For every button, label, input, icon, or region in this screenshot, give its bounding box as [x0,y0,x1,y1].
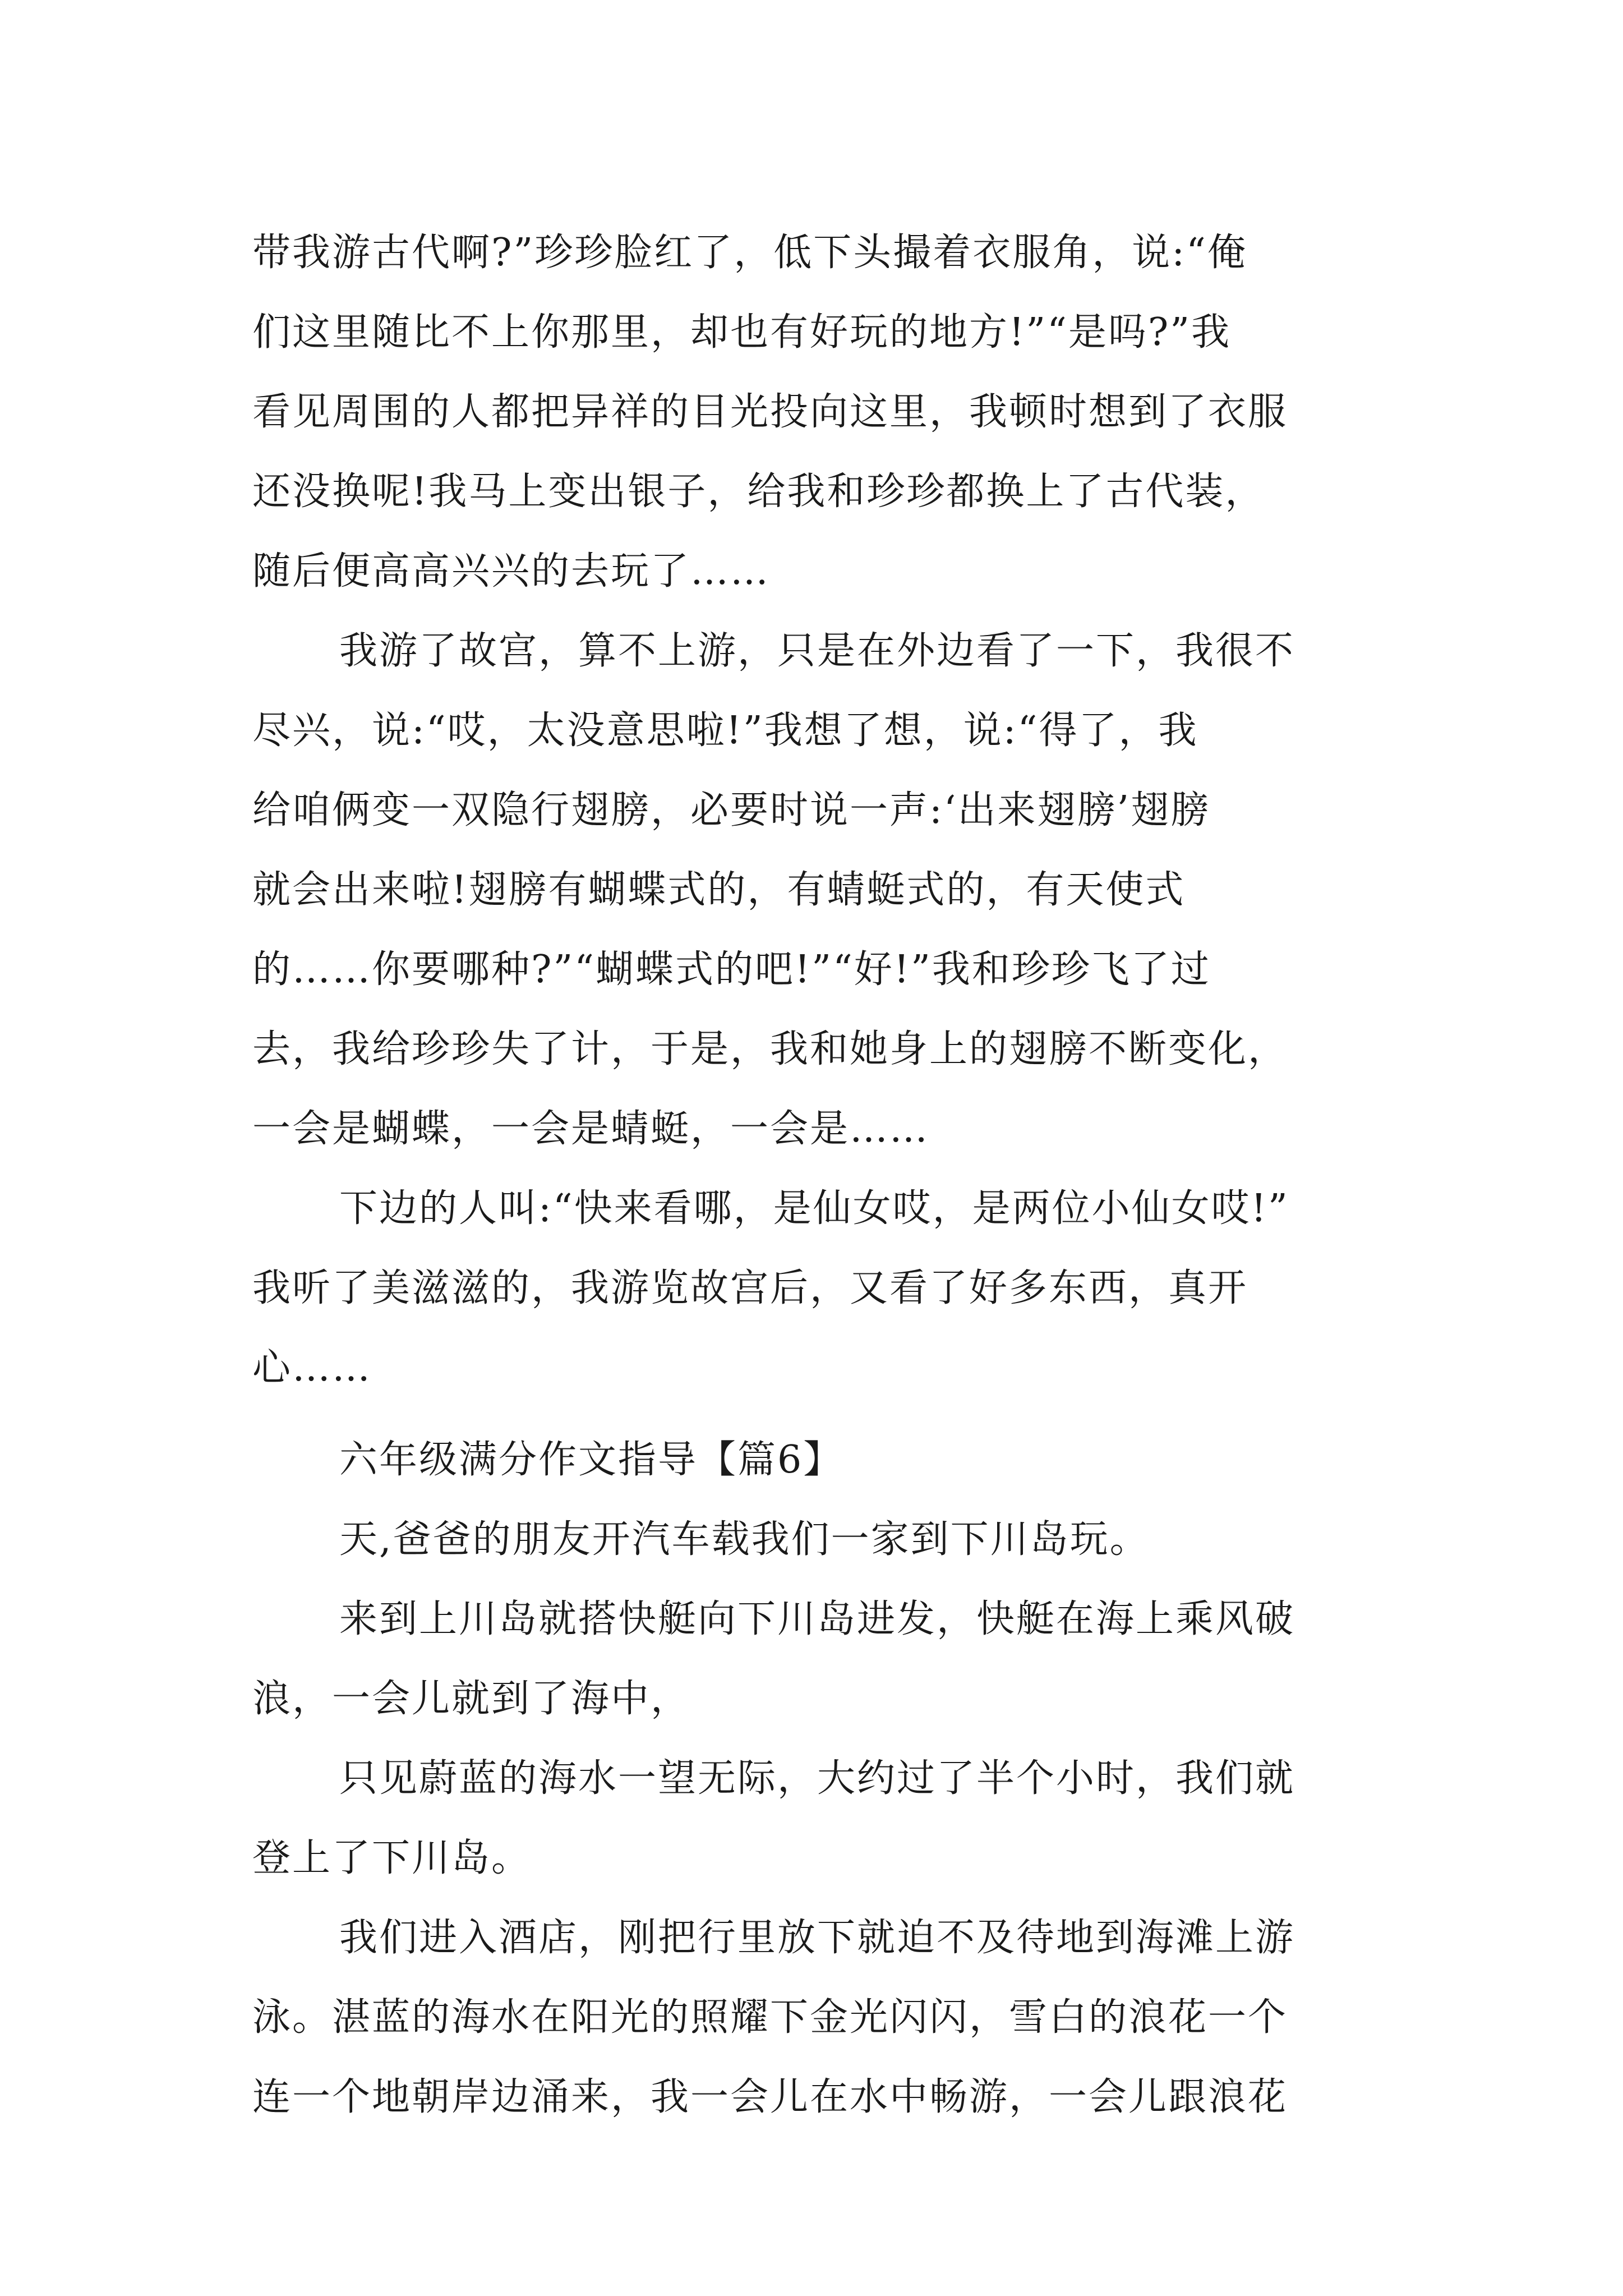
text-line: 的……你要哪种?”“蝴蝶式的吧!”“好!”我和珍珍飞了过 [252,947,1211,992]
paragraph-start-line: 天,爸爸的朋友开汽车载我们一家到下川岛玩。 [339,1517,1150,1562]
document-body [252,213,1388,2137]
section-heading: 六年级满分作文指导【篇6】 [339,1438,843,1482]
paragraph-start-line: 来到上川岛就搭快艇向下川岛进发，快艇在海上乘风破 [339,1597,1295,1641]
text-line: 连一个地朝岸边涌来，我一会儿在水中畅游，一会儿跟浪花 [252,2075,1288,2119]
text-line: 看见周围的人都把异祥的目光投向这里，我顿时想到了衣服 [252,390,1288,434]
text-line: 心…… [252,1346,372,1390]
paragraph-start-line: 我们进入酒店，刚把行里放下就迫不及待地到海滩上游 [339,1916,1295,1960]
text-line: 给咱俩变一双隐行翅膀，必要时说一声:‘出来翅膀’翅膀 [252,788,1211,832]
text-line: 就会出来啦!翅膀有蝴蝶式的，有蜻蜓式的，有天使式 [252,868,1186,912]
text-line: 还没换呢!我马上变出银子，给我和珍珍都换上了古代装， [252,470,1265,514]
text-line: 带我游古代啊?”珍珍脸红了，低下头撮着衣服角，说:“俺 [252,231,1247,275]
text-line: 尽兴，说:“哎，太没意思啦!”我想了想，说:“得了，我 [252,708,1198,753]
text-line: 随后便高高兴兴的去玩了…… [252,549,771,593]
paragraph-start-line: 只见蔚蓝的海水一望无际，大约过了半个小时，我们就 [339,1756,1295,1801]
paragraph-start-line: 下边的人叫:“快来看哪，是仙女哎，是两位小仙女哎!” [339,1186,1289,1231]
text-line: 我听了美滋滋的，我游览故宫后，又看了好多东西，真开 [252,1266,1248,1310]
text-line: 们这里随比不上你那里，却也有好玩的地方!”“是吗?”我 [252,310,1232,355]
text-line: 一会是蝴蝶，一会是蜻蜓，一会是…… [252,1107,930,1151]
paragraph-start-line: 我游了故宫，算不上游，只是在外边看了一下，我很不 [339,629,1295,673]
text-line: 登上了下川岛。 [252,1836,532,1880]
text-line: 去，我给珍珍失了计，于是，我和她身上的翅膀不断变化， [252,1027,1288,1071]
text-line: 浪，一会儿就到了海中， [252,1677,691,1721]
text-line: 泳。湛蓝的海水在阳光的照耀下金光闪闪，雪白的浪花一个 [252,1995,1288,2040]
section-gap [252,1408,1388,1420]
